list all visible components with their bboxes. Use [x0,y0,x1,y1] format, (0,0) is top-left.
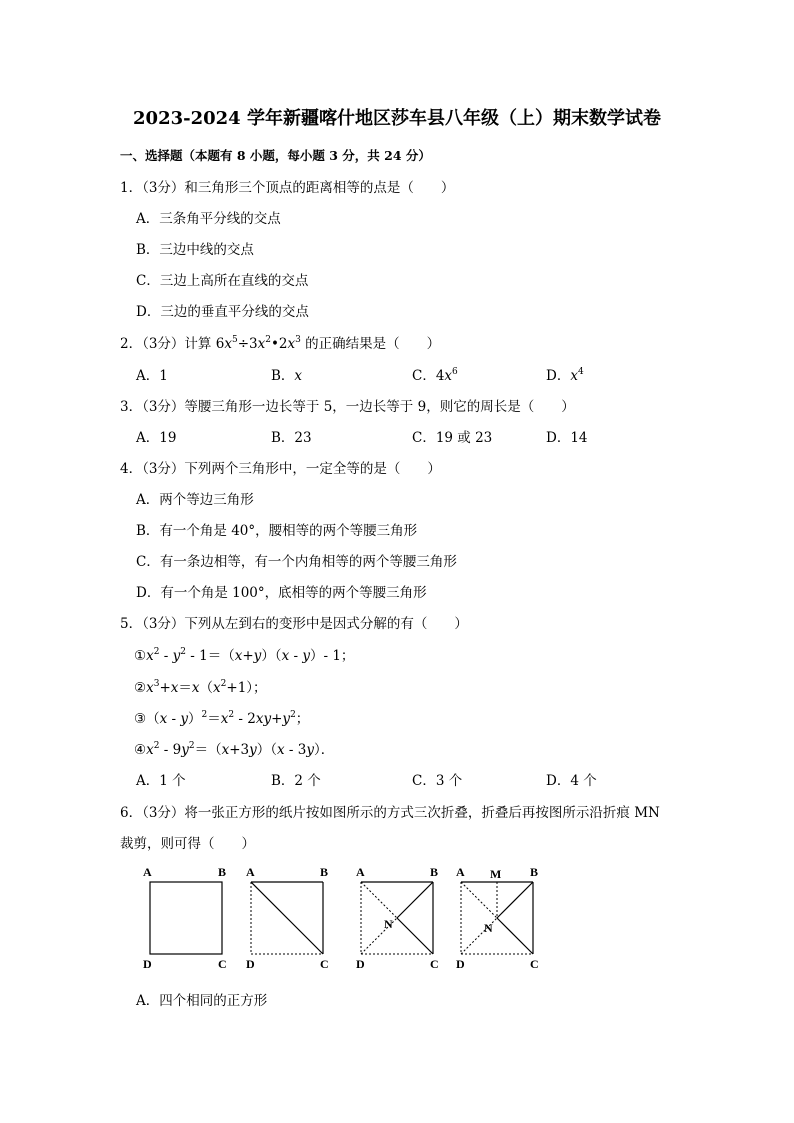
question-5-item-1: $①x^2 - y^2 - 1=(x+y)(x - y)-$ 1； [134,647,355,664]
question-4-option-d: D．有一个角是 100°，底相等的两个等腰三角形 [136,585,427,601]
fig2-label-b: B [320,865,329,879]
section-heading: 一、选择题（本题有 8 小题，每小题 3 分，共 24 分） [120,148,431,163]
question-4-option-b: B．有一个角是 40°，腰相等的两个等腰三角形 [136,523,418,539]
fig1-label-d: D [143,957,152,971]
question-1-option-c: C．三边上高所在直线的交点 [136,273,309,289]
fig2-label-c: C [320,957,329,971]
question-6-option-a: A．四个相同的正方形 [136,993,268,1009]
question-5-item-2: $②x^3+x=x(x^2+1)$； [134,679,267,696]
fig4-label-b: B [530,865,539,879]
question-1-option-d: D．三边的垂直平分线的交点 [136,304,309,320]
figure-1 [143,865,227,971]
fig1-label-a: A [143,865,152,879]
question-1-stem: 1．（3分）和三角形三个顶点的距离相等的点是（ ） [120,180,455,196]
question-2-stem: 2．（3分）计算 $6x^5\div 3x^2•2x^3$ 的正确结果是（ ） [120,335,441,352]
question-2-option-c: C．$4x^6$ [412,367,458,384]
fig3-label-b: B [430,865,439,879]
page-title: 2023-2024 学年新疆喀什地区莎车县八年级（上）期末数学试卷 [133,108,661,129]
question-5-option-b: B．2 个 [271,773,321,789]
question-1-option-a: A．三条角平分线的交点 [136,211,281,227]
fig3-label-c: C [430,957,439,971]
fig4-label-m: M [490,867,502,881]
fig4-label-n: N [484,921,493,935]
question-2-option-d: D．$x^4$ [546,367,584,384]
figure-4 [456,865,539,971]
question-1-option-b: B．三边中线的交点 [136,242,254,258]
figure-2 [246,865,329,971]
question-2-expression: $6x^5\div 3x^2•2x^3$ [215,335,301,352]
question-4-stem: 4．（3分）下列两个三角形中，一定全等的是（ ） [120,461,441,477]
question-5-option-c: C．3 个 [412,773,463,789]
question-3-option-d: D．14 [546,430,588,446]
fig4-label-d: D [456,957,465,971]
question-3-stem: 3．（3分）等腰三角形一边长等于 5，一边长等于 9，则它的周长是（ ） [120,399,575,415]
fig1-label-b: B [218,865,227,879]
question-5-stem: 5．（3分）下列从左到右的变形中是因式分解的有（ ） [120,616,468,632]
question-6-stem-line1: 6．（3分）将一张正方形的纸片按如图所示的方式三次折叠，折叠后再按图所示沿折痕 MN [120,805,660,821]
fig3-label-d: D [356,957,365,971]
question-6-stem-line2: 裁剪，则可得（ ） [120,836,255,852]
figure-3 [356,865,439,971]
question-4-option-c: C．有一条边相等，有一个内角相等的两个等腰三角形 [136,554,457,570]
fig2-label-d: D [246,957,255,971]
folding-figures [138,862,558,972]
fig1-label-c: C [218,957,227,971]
question-3-option-b: B．23 [271,430,312,446]
question-5-item-3: ③（x - $y)^2=x^2 - 2xy+y^2$； [134,710,310,727]
question-5-item-4: $④x^2 - 9y^2=(x+3y)(x - 3y)$． [134,741,335,758]
fig4-label-c: C [530,957,539,971]
fig3-label-a: A [356,865,365,879]
question-2-option-b: B．x [271,368,303,384]
fig2-label-a: A [246,865,255,879]
question-3-option-a: A．19 [136,430,177,446]
question-5-option-a: A．1 个 [136,773,186,789]
question-2-option-a: A．1 [136,368,168,384]
fig3-label-n: N [384,917,393,931]
question-3-option-c: C．19 或 23 [412,430,493,446]
question-5-option-d: D．4 个 [546,773,597,789]
fig4-label-a: A [456,865,465,879]
question-4-option-a: A．两个等边三角形 [136,492,254,508]
